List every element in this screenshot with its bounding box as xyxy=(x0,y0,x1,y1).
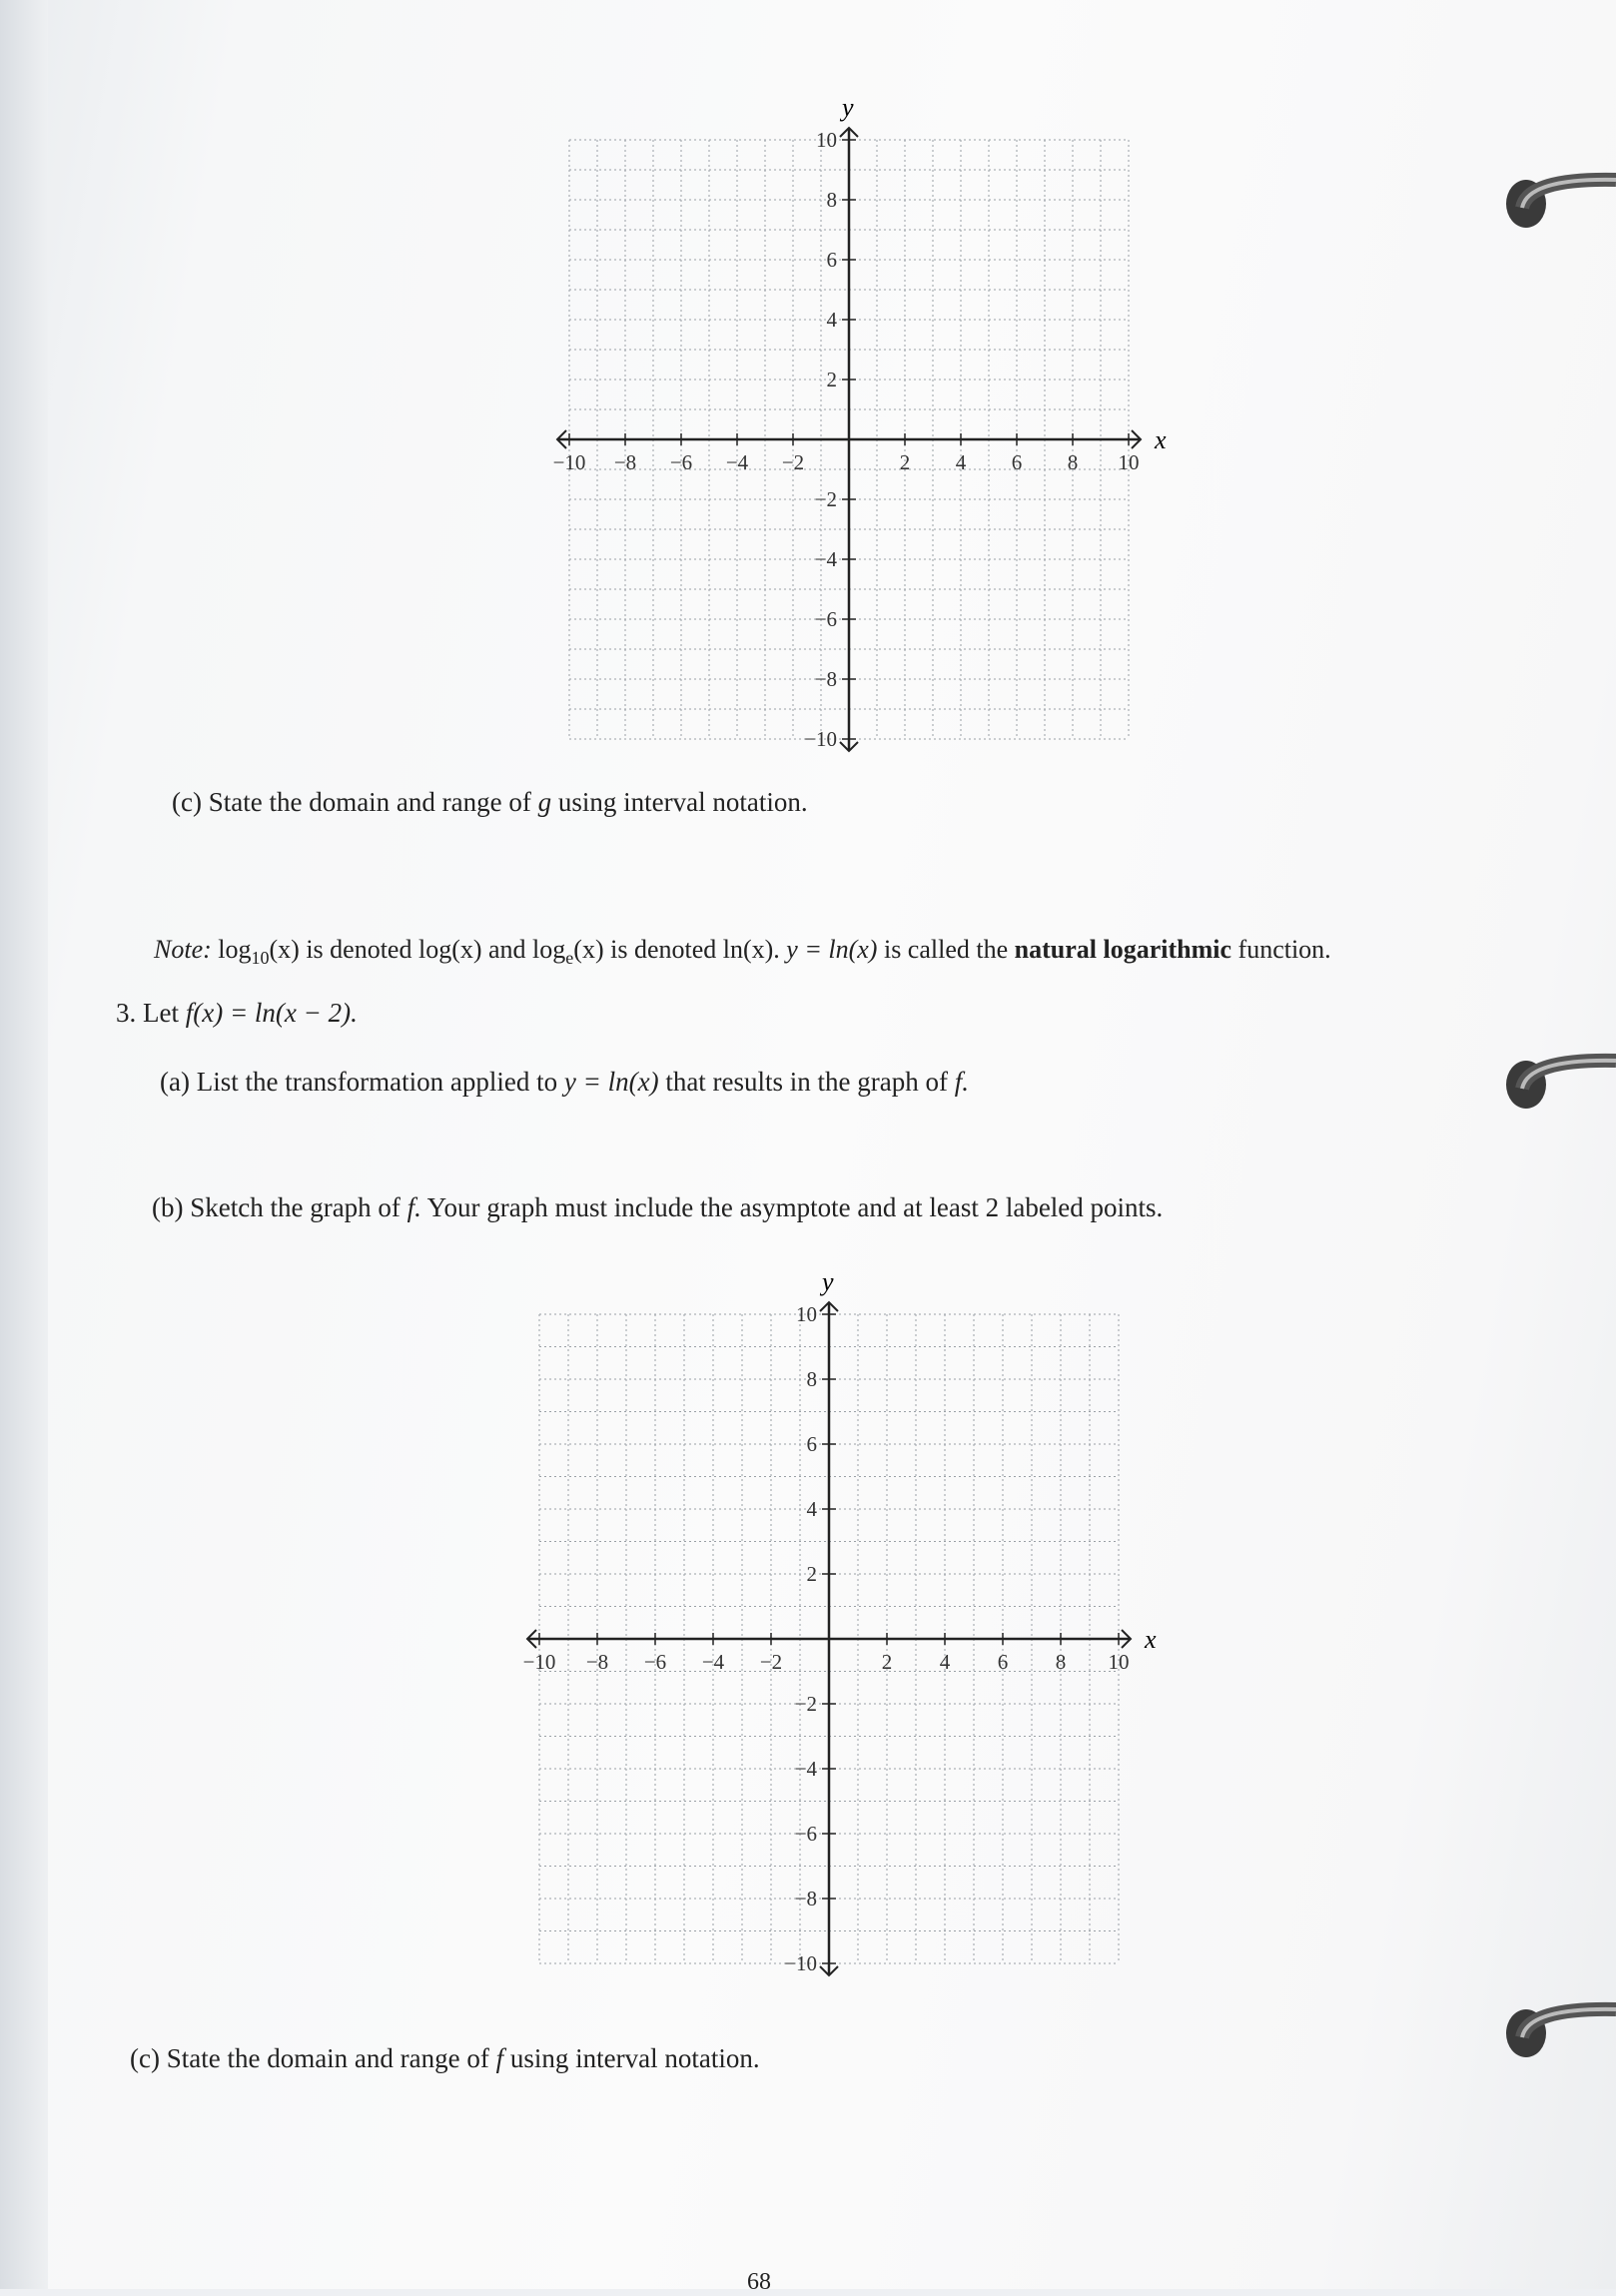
part-a-text-1: List the transformation applied to xyxy=(196,1067,564,1097)
part-c-g-text-1: State the domain and range of xyxy=(208,787,538,817)
part-a-question xyxy=(160,1065,969,1099)
y-tick-label: −8 xyxy=(814,667,837,691)
part-c-g-question xyxy=(172,785,808,819)
coordinate-grid-f xyxy=(509,1248,1189,2007)
y-tick-label: 2 xyxy=(806,1562,817,1586)
x-tick-label: −2 xyxy=(759,1650,783,1674)
y-tick-label: −10 xyxy=(804,727,837,751)
y-tick-label: −6 xyxy=(814,607,837,631)
page-edge-shadow xyxy=(0,0,48,2289)
note-log10-arg: (x) xyxy=(269,935,300,964)
x-tick-label: 6 xyxy=(1011,450,1023,474)
x-tick-label: 2 xyxy=(881,1650,893,1674)
problem-3-func: f(x) = ln(x − 2). xyxy=(185,998,358,1028)
coordinate-grid-g xyxy=(539,80,1179,759)
note-log10: log xyxy=(218,935,252,964)
y-tick-label: −6 xyxy=(794,1822,817,1846)
x-axis-label: x xyxy=(1145,1625,1157,1654)
y-tick-label: 6 xyxy=(806,1432,817,1456)
part-c-f-question xyxy=(130,2041,760,2075)
y-axis-label: y xyxy=(842,93,854,122)
note-loge-sub: e xyxy=(565,948,574,968)
part-b-text-1: Sketch the graph of xyxy=(190,1192,407,1222)
x-tick-label: −10 xyxy=(522,1650,556,1674)
x-tick-label: 10 xyxy=(1118,450,1140,474)
part-c-f-text-1: State the domain and range of xyxy=(166,2043,496,2073)
note-text-2: (x) is denoted ln(x). xyxy=(573,935,787,964)
x-tick-label: −4 xyxy=(701,1650,725,1674)
y-tick-label: −2 xyxy=(794,1692,817,1716)
note-bold-term: natural logarithmic xyxy=(1014,935,1232,964)
note-log10-sub: 10 xyxy=(251,948,270,968)
y-tick-label: 8 xyxy=(806,1367,817,1391)
y-tick-label: −8 xyxy=(794,1887,817,1911)
graph-g xyxy=(539,80,1179,763)
y-tick-label: −4 xyxy=(814,547,837,571)
x-tick-label: 8 xyxy=(1055,1650,1067,1674)
x-tick-label: −8 xyxy=(585,1650,609,1674)
x-tick-label: 8 xyxy=(1067,450,1079,474)
part-b-var: f. xyxy=(406,1192,421,1222)
x-tick-label: 2 xyxy=(899,450,911,474)
graph-f xyxy=(509,1248,1189,2011)
problem-3-text: Let xyxy=(143,998,186,1028)
x-tick-label: −2 xyxy=(781,450,805,474)
y-tick-label: 8 xyxy=(826,188,837,212)
y-tick-label: 4 xyxy=(806,1497,817,1521)
binder-ring-middle-icon xyxy=(1498,1049,1616,1113)
part-b-text-2: Your graph must include the asymptote and at least 2 labeled points. xyxy=(420,1192,1164,1222)
part-b-label: (b) xyxy=(152,1192,184,1222)
y-tick-label: 10 xyxy=(796,1302,817,1326)
part-a-eq: y = ln(x) xyxy=(563,1067,659,1097)
note-text-4: function. xyxy=(1231,935,1331,964)
problem-3 xyxy=(116,996,358,1030)
part-c-g-text-2: using interval notation. xyxy=(551,787,808,817)
y-tick-label: 6 xyxy=(826,248,837,272)
part-a-label: (a) xyxy=(160,1067,190,1097)
note-label: Note: xyxy=(154,935,212,964)
y-tick-label: 10 xyxy=(816,128,837,152)
binder-ring-bottom-icon xyxy=(1498,1997,1616,2061)
note-equation: y = ln(x) xyxy=(786,935,878,964)
note-text-1: is denoted log(x) and log xyxy=(299,935,566,964)
y-tick-label: −4 xyxy=(794,1757,817,1781)
part-a-text-2: that results in the graph of xyxy=(658,1067,955,1097)
part-c-f-text-2: using interval notation. xyxy=(503,2043,760,2073)
part-a-var: f. xyxy=(954,1067,970,1097)
x-tick-label: −6 xyxy=(643,1650,667,1674)
y-tick-label: 4 xyxy=(826,308,837,332)
page-number: 68 xyxy=(747,2269,771,2295)
x-tick-label: 4 xyxy=(955,450,967,474)
x-tick-label: −10 xyxy=(552,450,586,474)
problem-3-number: 3. xyxy=(116,998,137,1028)
y-tick-label: 2 xyxy=(826,368,837,391)
x-tick-label: −6 xyxy=(669,450,693,474)
part-b-question xyxy=(152,1190,1163,1224)
x-axis-label: x xyxy=(1155,425,1167,454)
part-c-f-label: (c) xyxy=(130,2043,160,2073)
y-tick-label: −10 xyxy=(784,1951,817,1975)
binder-ring-top-icon xyxy=(1498,168,1616,232)
note-paragraph xyxy=(154,933,1331,975)
x-tick-label: 10 xyxy=(1108,1650,1130,1674)
part-c-f-var: f xyxy=(495,2043,504,2073)
x-tick-label: 6 xyxy=(997,1650,1009,1674)
y-tick-label: −2 xyxy=(814,487,837,511)
x-tick-label: −4 xyxy=(725,450,749,474)
note-text-3: is called the xyxy=(877,935,1015,964)
part-c-g-label: (c) xyxy=(172,787,202,817)
part-c-g-var: g xyxy=(537,787,552,817)
y-axis-label: y xyxy=(822,1267,834,1296)
x-tick-label: 4 xyxy=(939,1650,951,1674)
x-tick-label: −8 xyxy=(613,450,637,474)
